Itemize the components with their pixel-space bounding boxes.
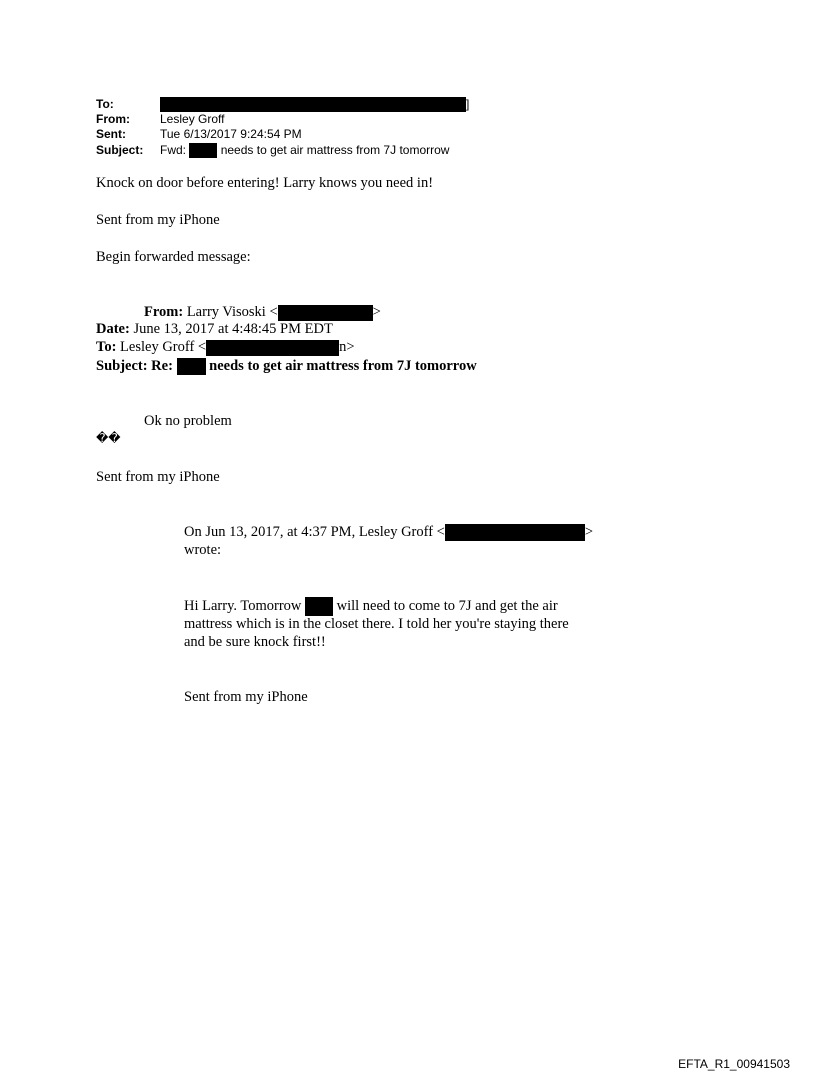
- body-sent-from-1: Sent from my iPhone: [96, 212, 220, 228]
- quoted-wrote: wrote:: [184, 542, 222, 558]
- redaction-bar: [177, 358, 206, 375]
- fwd-to-name: Lesley Groff <: [120, 339, 207, 355]
- redaction-bar: [305, 597, 333, 616]
- quoted-msg-after-redact: will need to come to 7J and get the air: [336, 597, 558, 614]
- header-sent-row: [96, 127, 302, 141]
- fwd-date-value: June 13, 2017 at 4:48:45 PM EDT: [133, 321, 333, 337]
- header-to-trailing: ]: [466, 97, 470, 111]
- fwd-sent-from-2: Sent from my iPhone: [96, 469, 220, 485]
- quoted-msg-line-2: mattress which is in the closet there. I told her you're staying there: [184, 616, 569, 632]
- header-subject-row: [96, 143, 449, 158]
- fwd-from-label: From:: [144, 304, 184, 320]
- quoted-intro-close: >: [584, 524, 594, 540]
- fwd-subject-rest: needs to get air mattress from 7J tomorrow: [209, 358, 477, 374]
- quoted-msg-start: Hi Larry. Tomorrow: [184, 597, 302, 614]
- header-to-label: To:: [96, 97, 114, 111]
- header-sent-value: Tue 6/13/2017 9:24:54 PM: [160, 127, 302, 141]
- header-sent-label: Sent:: [96, 127, 126, 141]
- fwd-subject-row: [96, 358, 477, 375]
- redaction-bar: [206, 340, 339, 356]
- body-line-1: Knock on door before entering! Larry knows you need in!: [96, 175, 434, 191]
- redaction-bar: [189, 143, 217, 158]
- header-from-label: From:: [96, 112, 130, 126]
- fwd-to-close: >: [346, 339, 355, 355]
- fwd-subject-label: Subject: Re:: [96, 358, 173, 374]
- header-subject-label: Subject:: [96, 143, 144, 157]
- header-subject-prefix: Fwd:: [160, 143, 187, 157]
- body-begin-forwarded: Begin forwarded message:: [96, 249, 251, 265]
- header-from-value: Lesley Groff: [160, 112, 225, 126]
- footer-doc-id: EFTA_R1_00941503: [678, 1057, 790, 1071]
- fwd-garbled-chars: ��: [96, 431, 121, 445]
- quoted-msg-line-3: and be sure knock first!!: [184, 634, 326, 650]
- quoted-sent-from-3: Sent from my iPhone: [184, 689, 308, 705]
- header-to-row: [96, 97, 469, 112]
- fwd-date-row: [96, 321, 333, 338]
- fwd-from-close: >: [372, 304, 381, 320]
- header-from-row: [96, 112, 224, 126]
- fwd-to-row: [96, 339, 355, 356]
- quoted-intro-row: [184, 524, 593, 541]
- fwd-from-row: [144, 304, 381, 321]
- fwd-to-label: To:: [96, 339, 117, 355]
- fwd-reply: Ok no problem: [144, 413, 232, 429]
- quoted-msg-line-1: [184, 597, 558, 616]
- redaction-bar: [278, 305, 373, 321]
- fwd-from-name: Larry Visoski <: [186, 304, 278, 320]
- fwd-to-tail: n: [339, 339, 347, 355]
- redaction-bar: [160, 97, 466, 112]
- quoted-intro: On Jun 13, 2017, at 4:37 PM, Lesley Groff <: [184, 524, 445, 540]
- redaction-bar: [445, 524, 585, 541]
- header-subject-rest: needs to get air mattress from 7J tomorrow: [220, 143, 450, 157]
- fwd-date-label: Date:: [96, 321, 130, 337]
